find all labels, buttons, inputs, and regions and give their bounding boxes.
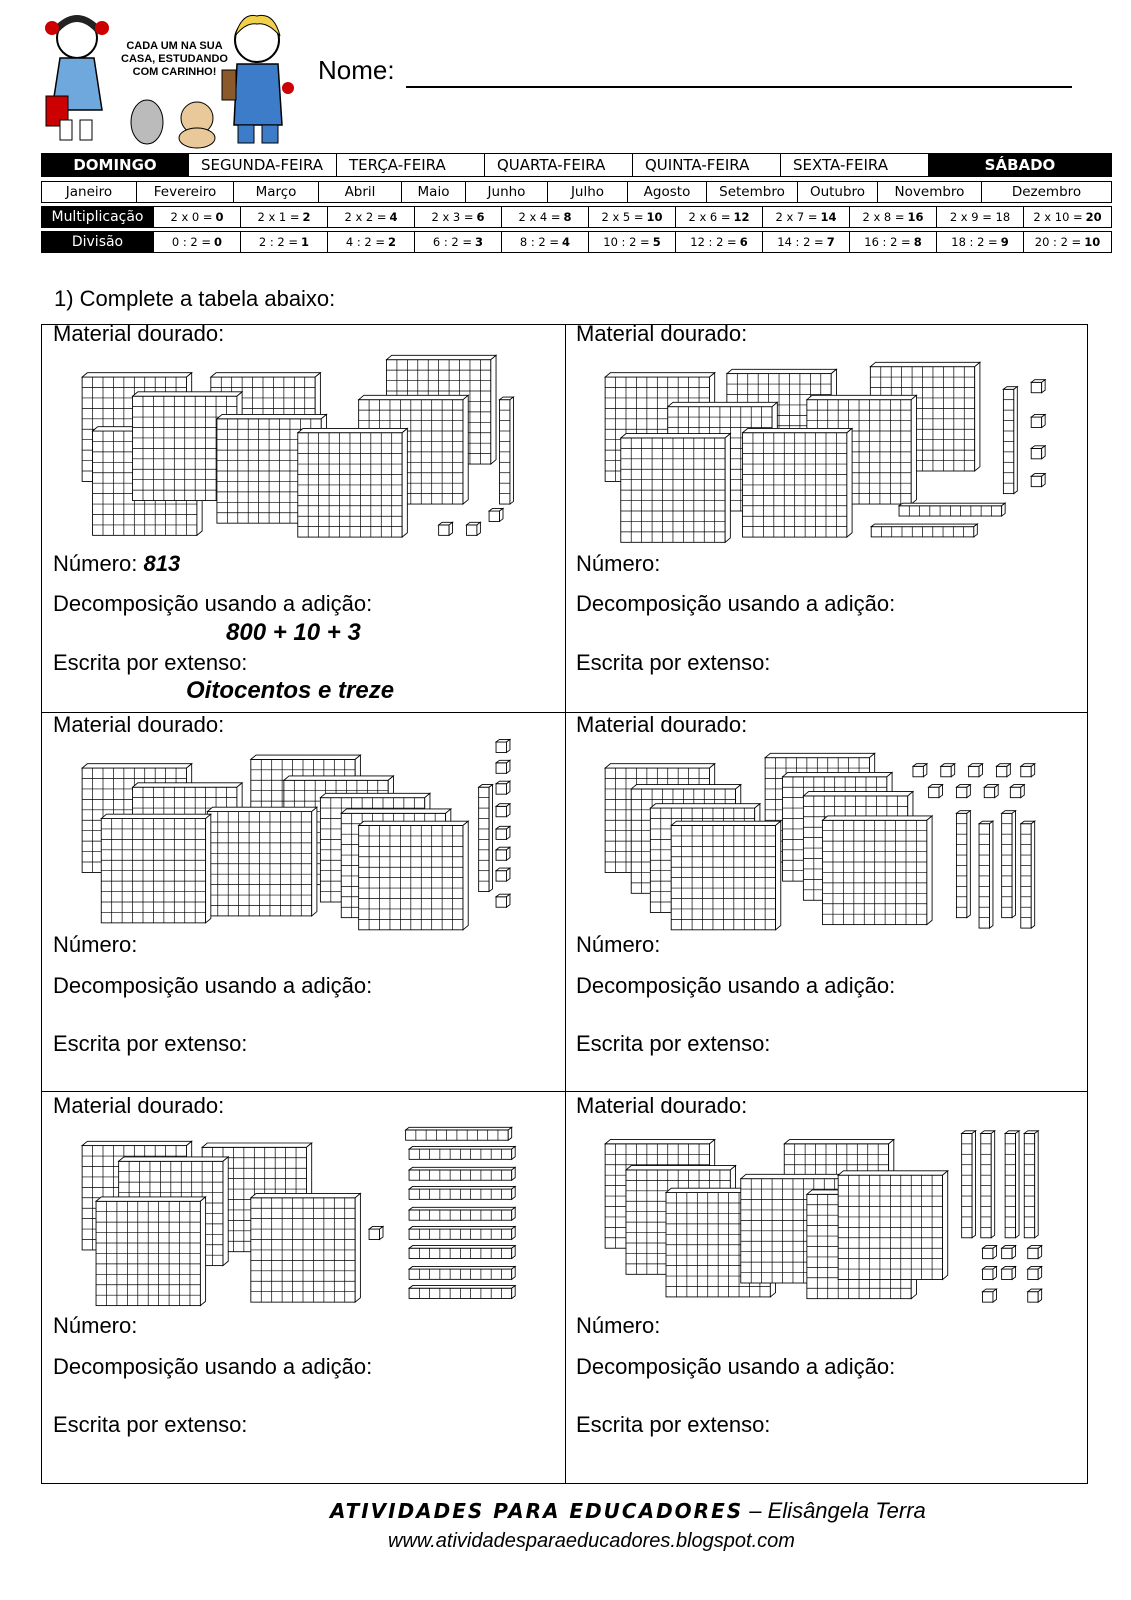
fact-expression: 2 x 5 = (601, 210, 644, 224)
month-cell: Junho (466, 181, 548, 203)
division-strip (41, 231, 1112, 253)
division-fact (850, 231, 937, 253)
material-label: Material dourado: (576, 321, 748, 346)
weekday-strip (41, 153, 1112, 177)
multiplication-fact (937, 206, 1024, 228)
written-answer: Oitocentos e treze (186, 677, 395, 704)
exercise-grid (41, 321, 1088, 1484)
month-cell: Julho (548, 181, 628, 203)
month-cell: Abril (319, 181, 402, 203)
decomposition-label: Decomposição usando a adição: (53, 973, 373, 998)
month-cell: Outubro (798, 181, 878, 203)
fact-expression: 2 : 2 = (258, 235, 299, 249)
exercise-cell-2 (565, 321, 1087, 712)
fact-result: 8 (563, 210, 572, 224)
multiplication-fact (328, 206, 415, 228)
base-ten-blocks-6 (571, 1123, 1081, 1323)
decomposition-label: Decomposição usando a adição: (53, 1354, 373, 1379)
footer-url: www.atividadesparaeducadores.blogspot.com (388, 1530, 795, 1552)
fact-result: 12 (733, 210, 750, 224)
division-label: Divisão (41, 231, 154, 253)
footer-author: Elisângela Terra (767, 1498, 926, 1523)
multiplication-fact (502, 206, 589, 228)
name-input-line[interactable] (406, 86, 1072, 88)
month-cell: Fevereiro (137, 181, 234, 203)
multiplication-fact (415, 206, 502, 228)
logo-slogan: CADA UM NA SUA CASA, ESTUDANDO COM CARINHO! (121, 40, 228, 78)
fact-expression: 2 x 2 = (344, 210, 387, 224)
division-fact (328, 231, 415, 253)
fact-expression: 2 x 3 = (431, 210, 474, 224)
fact-result: 0 (214, 235, 223, 249)
fact-result: 14 (820, 210, 837, 224)
base-ten-blocks-3 (48, 742, 558, 942)
month-cell: Janeiro (41, 181, 137, 203)
decomposition-label: Decomposição usando a adição: (576, 1354, 896, 1379)
fact-expression: 2 x 4 = (518, 210, 561, 224)
written-label: Escrita por extenso: (576, 650, 771, 675)
division-fact (502, 231, 589, 253)
month-cell: Dezembro (982, 181, 1112, 203)
division-fact (589, 231, 676, 253)
fact-result: 5 (652, 235, 661, 249)
multiplication-fact (241, 206, 328, 228)
exercise-cell-1 (42, 321, 565, 712)
fact-result: 6 (739, 235, 748, 249)
decomposition-label: Decomposição usando a adição: (576, 591, 896, 616)
fact-expression: 2 x 7 = (775, 210, 818, 224)
footer-separator: – (743, 1498, 768, 1523)
month-strip (41, 181, 1112, 203)
written-label: Escrita por extenso: (53, 650, 248, 675)
written-label: Escrita por extenso: (53, 1031, 248, 1056)
material-label: Material dourado: (53, 712, 225, 737)
written-label: Escrita por extenso: (576, 1412, 771, 1437)
division-fact (676, 231, 763, 253)
exercise-cell-6 (565, 1091, 1087, 1483)
multiplication-fact (676, 206, 763, 228)
exercise-cell-4 (565, 712, 1087, 1091)
multiplication-fact (154, 206, 241, 228)
fact-expression: 2 x 0 = (170, 210, 213, 224)
fact-result: 10 (1084, 235, 1101, 249)
written-label: Escrita por extenso: (576, 1031, 771, 1056)
division-fact (937, 231, 1024, 253)
fact-result: 1 (301, 235, 310, 249)
multiplication-fact (763, 206, 850, 228)
fact-expression: 6 : 2 = (432, 235, 473, 249)
base-ten-blocks-2 (571, 351, 1081, 551)
fact-result: 7 (826, 235, 835, 249)
fact-expression: 10 : 2 = (603, 235, 650, 249)
base-ten-blocks-1 (48, 351, 558, 551)
decomposition-label: Decomposição usando a adição: (53, 591, 373, 616)
multiplication-label: Multiplicação (41, 206, 154, 228)
fact-result: 9 (1000, 235, 1009, 249)
exercise-cell-5 (42, 1091, 565, 1483)
fact-expression: 2 x 8 = (862, 210, 905, 224)
division-fact (241, 231, 328, 253)
question-title: 1) Complete a tabela abaixo: (54, 286, 336, 311)
base-ten-blocks-5 (48, 1123, 558, 1323)
division-fact (415, 231, 502, 253)
fact-expression: 4 : 2 = (345, 235, 386, 249)
material-label: Material dourado: (576, 1093, 748, 1118)
decomposition-label: Decomposição usando a adição: (576, 973, 896, 998)
fact-expression: 20 : 2 = (1034, 235, 1082, 249)
decomposition-answer: 800 + 10 + 3 (226, 619, 361, 646)
division-fact (763, 231, 850, 253)
weekday-cell: SÁBADO (929, 153, 1112, 177)
fact-expression: 2 x 1 = (257, 210, 300, 224)
weekday-cell: QUARTA-FEIRA (485, 153, 633, 177)
month-cell: Setembro (707, 181, 798, 203)
division-fact (154, 231, 241, 253)
multiplication-fact (589, 206, 676, 228)
fact-result: 2 (388, 235, 397, 249)
fact-result: 10 (646, 210, 663, 224)
fact-expression: 18 : 2 = (951, 235, 998, 249)
month-cell: Maio (402, 181, 466, 203)
number-label: Número: (576, 932, 661, 957)
fact-expression: 16 : 2 = (864, 235, 911, 249)
number-label: Número: (53, 1313, 138, 1338)
material-label: Material dourado: (53, 1093, 225, 1118)
fact-result: 16 (907, 210, 924, 224)
number-label: Número: 813 (53, 551, 181, 576)
logo-illustration (42, 10, 312, 150)
fact-expression: 2 x 6 = (688, 210, 731, 224)
number-label: Número: (576, 1313, 661, 1338)
material-label: Material dourado: (53, 321, 225, 346)
fact-result: 8 (913, 235, 922, 249)
fact-result: 0 (215, 210, 224, 224)
fact-result: 6 (476, 210, 485, 224)
weekday-cell: SEGUNDA-FEIRA (189, 153, 337, 177)
fact-expression: 2 x 9 = 18 (949, 210, 1011, 224)
name-label: Nome: (318, 55, 395, 85)
footer-brand: ATIVIDADES PARA EDUCADORES (330, 1499, 744, 1523)
fact-expression: 8 : 2 = (519, 235, 560, 249)
material-label: Material dourado: (576, 712, 748, 737)
multiplication-fact (850, 206, 937, 228)
fact-result: 4 (389, 210, 398, 224)
number-label: Número: (53, 932, 138, 957)
weekday-cell: DOMINGO (41, 153, 189, 177)
fact-expression: 2 x 10 = (1033, 210, 1083, 224)
month-cell: Março (234, 181, 319, 203)
fact-expression: 12 : 2 = (690, 235, 737, 249)
division-fact (1024, 231, 1112, 253)
fact-expression: 14 : 2 = (777, 235, 824, 249)
footer-credit (330, 1498, 926, 1524)
number-label: Número: (576, 551, 661, 576)
fact-result: 4 (562, 235, 571, 249)
month-cell: Agosto (628, 181, 707, 203)
weekday-cell: QUINTA-FEIRA (633, 153, 781, 177)
weekday-cell: TERÇA-FEIRA (337, 153, 485, 177)
weekday-cell: SEXTA-FEIRA (781, 153, 929, 177)
base-ten-blocks-4 (571, 742, 1081, 942)
multiplication-strip (41, 206, 1112, 228)
fact-expression: 0 : 2 = (171, 235, 212, 249)
exercise-cell-3 (42, 712, 565, 1091)
month-cell: Novembro (878, 181, 982, 203)
multiplication-fact (1024, 206, 1112, 228)
number-answer: 813 (143, 551, 181, 576)
fact-result: 2 (302, 210, 311, 224)
written-label: Escrita por extenso: (53, 1412, 248, 1437)
fact-result: 3 (475, 235, 484, 249)
fact-result: 20 (1085, 210, 1102, 224)
